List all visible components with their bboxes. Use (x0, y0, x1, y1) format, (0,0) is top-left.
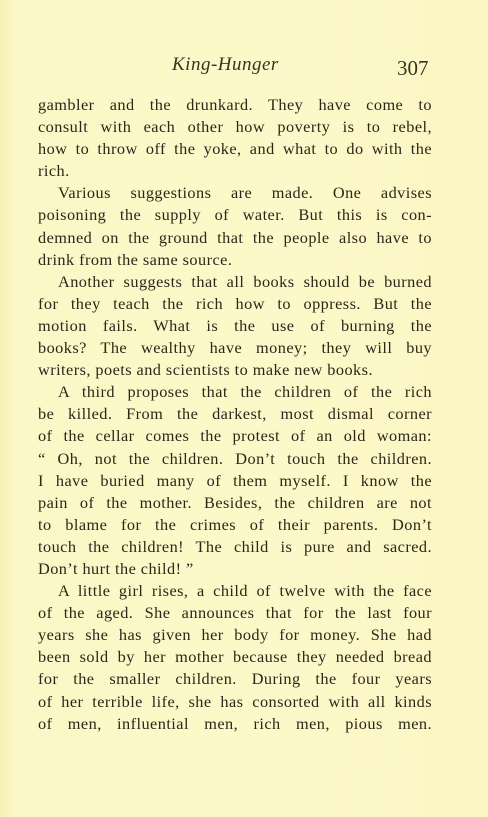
text-line: years she has given her body for money. She had (38, 625, 432, 645)
text-line: of the cellar comes the protest of an old woman: (38, 426, 432, 446)
text-line: motion fails. What is the use of burning the (38, 315, 432, 335)
body-text (38, 94, 432, 735)
text-line: drink from the same source. (38, 249, 233, 269)
text-line: for they teach the rich how to oppress. But the (38, 293, 432, 313)
text-line: I have buried many of them myself. I know the (38, 470, 432, 490)
text-line: of men, influential men, rich men, pious men. (38, 713, 432, 733)
text-line: writers, poets and scientists to make new books. (38, 360, 373, 380)
text-line: touch the children! The child is pure and sacred. (38, 536, 432, 556)
text-line: how to throw off the yoke, and what to do with the (38, 139, 432, 159)
text-line: be killed. From the darkest, most dismal corner (38, 404, 432, 424)
text-line: consult with each other how poverty is to rebel, (38, 117, 432, 137)
text-line: “ Oh, not the children. Don’t touch the children. (38, 448, 432, 468)
text-line: of the aged. She announces that for the last four (38, 603, 432, 623)
text-line: A little girl rises, a child of twelve with the face (58, 581, 432, 601)
text-line: Don’t hurt the child! ” (38, 558, 194, 578)
text-line: books? The wealthy have money; they will buy (38, 338, 432, 358)
text-line: Another suggests that all books should be burned (58, 271, 432, 291)
text-line: demned on the ground that the people also have to (38, 227, 432, 247)
text-line: to blame for the crimes of their parents. Don’t (38, 514, 432, 534)
text-line: been sold by her mother because they needed bread (38, 647, 432, 667)
text-line: A third proposes that the children of the rich (58, 382, 432, 402)
text-line: pain of the mother. Besides, the children are not (38, 492, 432, 512)
text-line: poisoning the supply of water. But this is con- (38, 205, 432, 225)
text-line: of her terrible life, she has consorted with all kinds (38, 691, 432, 711)
running-head (0, 54, 488, 84)
text-line: gambler and the drunkard. They have come to (38, 95, 432, 114)
page-number: 307 (397, 56, 429, 80)
text-line: for the smaller children. During the four years (38, 669, 432, 689)
text-line: Various suggestions are made. One advises (58, 183, 432, 203)
text-line: rich. (38, 161, 70, 181)
running-title: King-Hunger (172, 54, 279, 75)
